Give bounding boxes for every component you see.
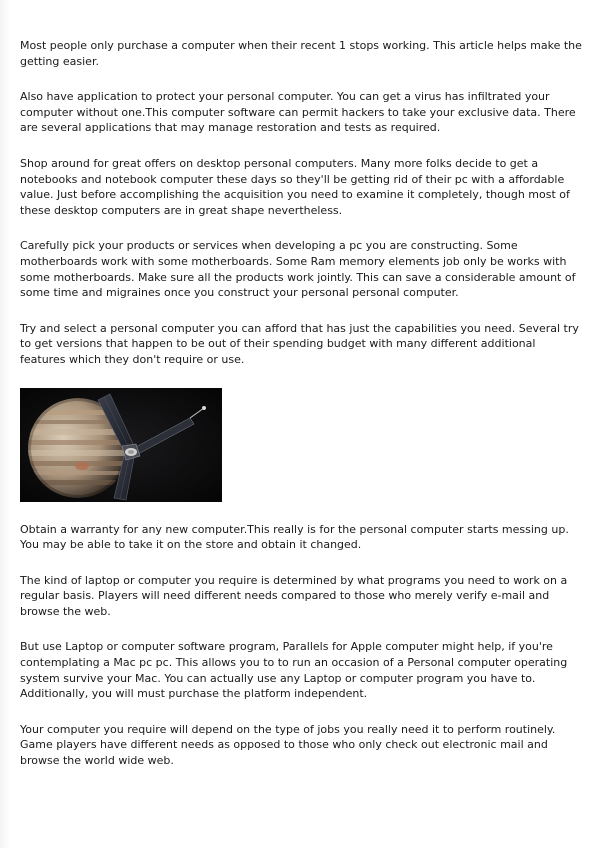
spacecraft-jupiter-image <box>20 388 222 502</box>
paragraph-7: The kind of laptop or computer you require is determined by what programs you need to work on a regular basis. Players will need different needs compared to those who merely verify e-mail and browse the web. <box>20 573 568 618</box>
paragraph-3: Shop around for great offers on desktop personal computers. Many more folks decide to get a notebooks and notebook computer these days so they'll be getting rid of their pc with a affordable value. Just before accomplishing the acquisition you need to examine it completely, though most of these desktop computers are in great shape nevertheless. <box>20 156 570 217</box>
paragraph-2: Also have application to protect your personal computer. You can get a virus has infiltrated your computer without one.This computer software can permit hackers to take your exclusive data. There are several applications that may manage restoration and tests as required. <box>20 90 576 135</box>
paragraph-4: Carefully pick your products or services when developing a pc you are constructing. Some motherboards work with some motherboards. Some Ram memory elements job only be works with some motherboards. Make sure all the products work jointly. This can save a considerable amount of some time and migraines once you construct your personal personal computer. <box>20 239 576 300</box>
paragraph-5: Try and select a personal computer you can afford that has just the capabilities you need. Several try to get versions that happen to be out of their spending budget with many different additional features which they don't require or use. <box>20 321 579 366</box>
paragraph-1: Most people only purchase a computer when their recent 1 stops working. This article helps make the getting easier. <box>20 39 582 68</box>
paragraph-6: Obtain a warranty for any new computer.This really is for the personal computer starts messing up. You may be able to take it on the store and obtain it changed. <box>20 522 569 552</box>
paragraph-8: But use Laptop or computer software program, Parallels for Apple computer might help, if you're contemplating a Mac pc pc. This allows you to to run an occasion of a Personal computer operating system survive your Mac. You can actually use any Laptop or computer program you have to. Additionally, you will must purchase the platform independent. <box>20 640 568 701</box>
article-body <box>20 38 582 789</box>
paragraph-9: Your computer you require will depend on the type of jobs you really need it to perform routinely. Game players have different needs as opposed to those who only check out electronic mail and browse the world wide web. <box>20 722 556 768</box>
page-edge-shadow <box>0 0 10 848</box>
